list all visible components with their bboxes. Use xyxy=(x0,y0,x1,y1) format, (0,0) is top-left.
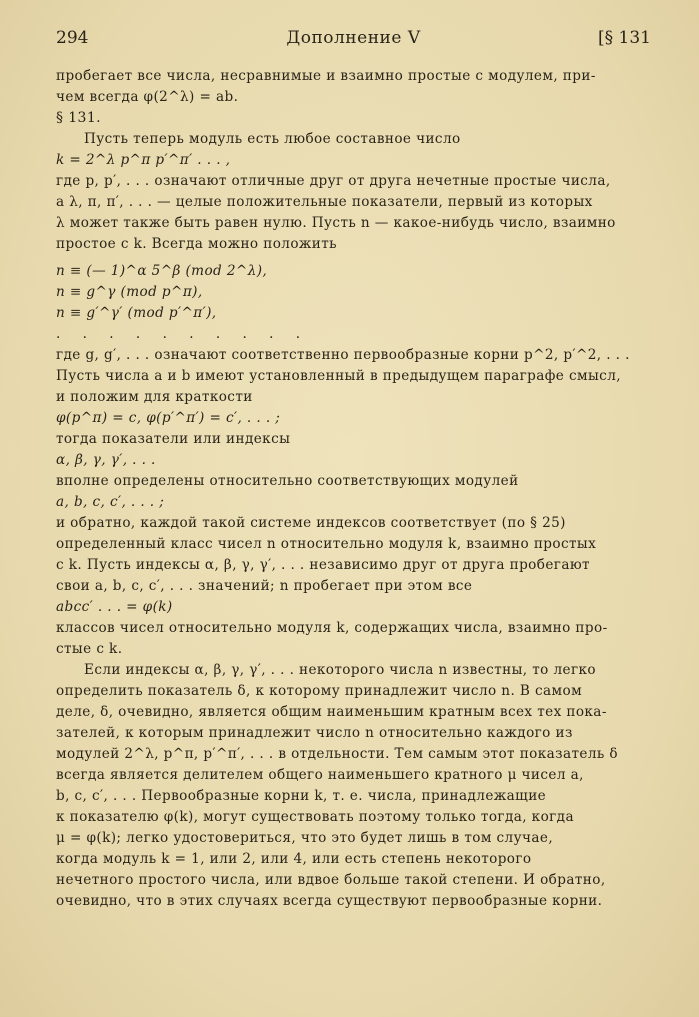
running-title: Дополнение V xyxy=(286,28,421,48)
formula: φ(p^π) = c, φ(p′^π′) = c′, . . . ; xyxy=(56,410,281,426)
formula: n ≡ (— 1)^α 5^β (mod 2^λ), xyxy=(56,263,268,279)
text-line: очевидно, что в этих случаях всегда существуют первообразные корни. xyxy=(56,893,603,909)
text-line: зателей, к которым принадлежит число n относительно каждого из xyxy=(56,725,573,741)
text-line: классов чисел относительно модуля k, содержащих числа, взаимно про- xyxy=(56,620,608,636)
text-line: Пусть теперь модуль есть любое составное число xyxy=(84,131,461,147)
formula: α, β, γ, γ′, . . . xyxy=(56,452,156,468)
text-line: определить показатель δ, к которому принадлежит число n. В самом xyxy=(56,683,583,699)
formula: abcc′ . . . = φ(k) xyxy=(56,599,173,615)
running-header xyxy=(56,28,651,52)
text-line: b, c, c′, . . . Первообразные корни k, т. е. числа, принадлежащие xyxy=(56,788,547,804)
text-line: модулей 2^λ, p^π, p′^π′, . . . в отдельности. Тем самым этот показатель δ xyxy=(56,746,618,762)
text-line: и обратно, каждой такой системе индексов соответствует (по § 25) xyxy=(56,515,566,531)
text-line: определенный класс чисел n относительно модуля k, взаимно простых xyxy=(56,536,597,552)
text-line: всегда является делителем общего наименьшего кратного μ чисел a, xyxy=(56,767,584,783)
formula: k = 2^λ p^π p′^π′ . . . , xyxy=(56,152,231,168)
text-line: где g, g′, . . . означают соответственно первообразные корни p^2, p′^2, . . . xyxy=(56,347,630,363)
text-line: свои a, b, c, c′, . . . значений; n пробегает при этом все xyxy=(56,578,473,594)
formula: n ≡ g′^γ′ (mod p′^π′), xyxy=(56,305,217,321)
text-line: с k. Пусть индексы α, β, γ, γ′, . . . независимо друг от друга пробегают xyxy=(56,557,590,573)
page-body xyxy=(56,66,650,912)
text-line: λ может также быть равен нулю. Пусть n — какое-нибудь число, взаимно xyxy=(56,215,616,231)
formula-ellipsis: . . . . . . . . . . xyxy=(56,326,310,342)
text-line: где p, p′, . . . означают отличные друг от друга нечетные простые числа, xyxy=(56,173,611,189)
text-line: к показателю φ(k), могут существовать поэтому только тогда, когда xyxy=(56,809,574,825)
text-line: стые с k. xyxy=(56,641,123,657)
text-line: пробегает все числа, несравнимые и взаимно простые с модулем, при- xyxy=(56,68,596,84)
text-line: нечетного простого числа, или вдвое больше такой степени. И обратно, xyxy=(56,872,606,888)
formula: a, b, c, c′, . . . ; xyxy=(56,494,165,510)
text-line: простое с k. Всегда можно положить xyxy=(56,236,337,252)
section-heading: § 131. xyxy=(56,110,102,126)
text-line: когда модуль k = 1, или 2, или 4, или есть степень некоторого xyxy=(56,851,532,867)
text-line: Пусть числа a и b имеют установленный в предыдущем параграфе смысл, xyxy=(56,368,621,384)
text-line: Если индексы α, β, γ, γ′, . . . некоторого числа n известны, то легко xyxy=(84,662,596,678)
section-marker: [§ 131 xyxy=(598,28,651,48)
text-line: тогда показатели или индексы xyxy=(56,431,291,447)
page-number: 294 xyxy=(56,28,89,48)
formula: n ≡ g^γ (mod p^π), xyxy=(56,284,203,300)
text-line: а λ, π, π′, . . . — целые положительные показатели, первый из которых xyxy=(56,194,593,210)
text-line: вполне определены относительно соответствующих модулей xyxy=(56,473,519,489)
text-line: деле, δ, очевидно, является общим наименьшим кратным всех тех пока- xyxy=(56,704,607,720)
text-line: μ = φ(k); легко удостовериться, что это будет лишь в том случае, xyxy=(56,830,554,846)
text-line: и положим для краткости xyxy=(56,389,253,405)
text-line: чем всегда φ(2^λ) = ab. xyxy=(56,89,239,105)
